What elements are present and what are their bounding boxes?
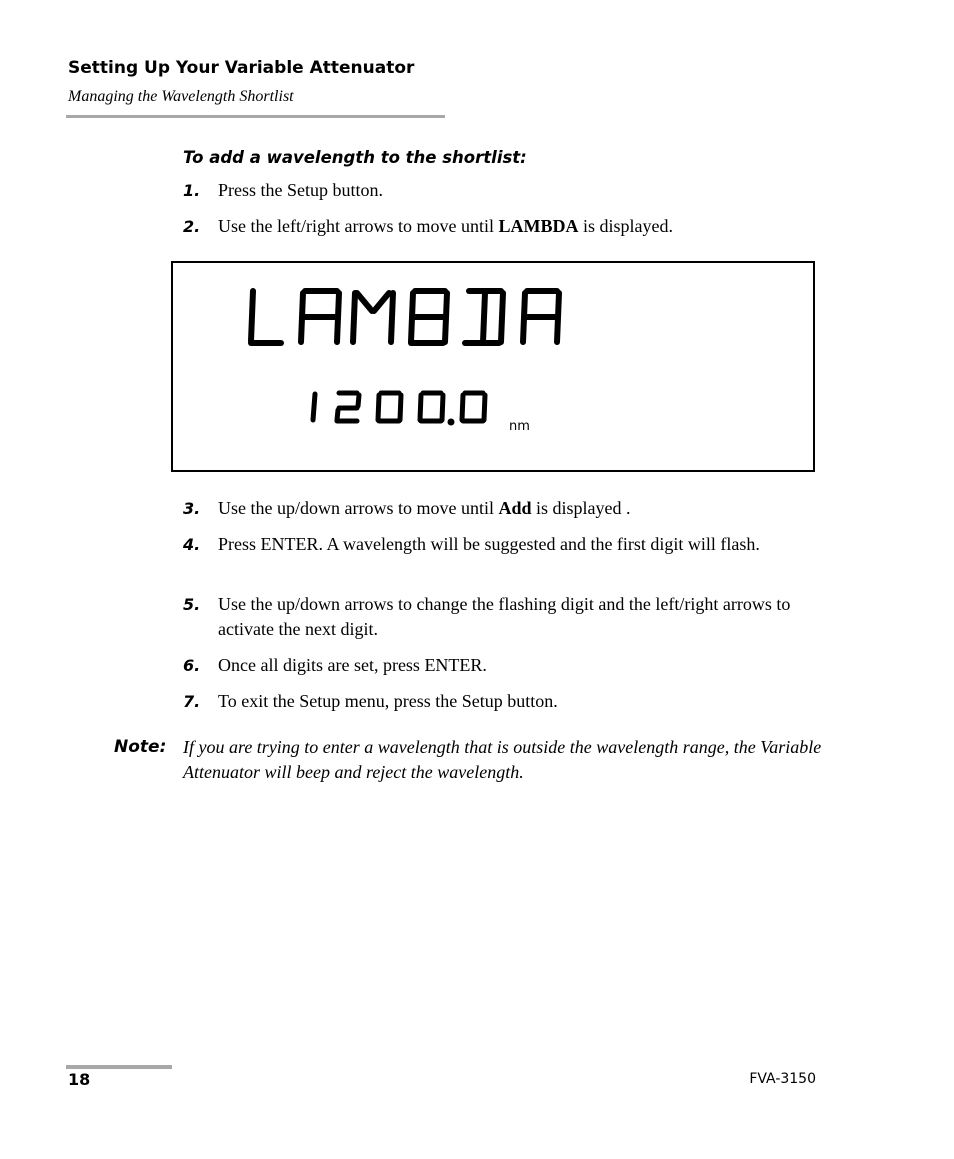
step-text bbox=[218, 496, 823, 521]
step-1 bbox=[183, 178, 823, 203]
lcd-char-M bbox=[353, 293, 393, 342]
step-text-part: is displayed. bbox=[578, 216, 673, 236]
step-4 bbox=[183, 532, 823, 557]
step-number: 4. bbox=[183, 535, 201, 554]
page-number: 18 bbox=[68, 1070, 91, 1089]
step-text: Use the up/down arrows to change the flashing digit and the left/right arrows to activate the next digit. bbox=[218, 594, 791, 639]
lcd-char-B bbox=[411, 291, 447, 343]
step-number: 3. bbox=[183, 499, 201, 518]
step-number: 5. bbox=[183, 595, 201, 614]
step-number: 7. bbox=[183, 692, 201, 711]
chapter-title: Setting Up Your Variable Attenuator bbox=[68, 58, 415, 78]
display-keyword: LAMBDA bbox=[498, 216, 579, 236]
step-5 bbox=[183, 592, 823, 642]
lcd-digit-0 bbox=[462, 393, 485, 421]
display-keyword: Add bbox=[498, 498, 532, 518]
step-text: Once all digits are set, press ENTER. bbox=[218, 655, 487, 675]
lcd-char-L bbox=[251, 291, 281, 343]
step-number: 2. bbox=[183, 217, 201, 236]
lcd-decimal-point bbox=[448, 419, 455, 426]
note-label: Note: bbox=[114, 737, 167, 757]
step-text-part: is displayed . bbox=[531, 498, 631, 518]
note-text: If you are trying to enter a wavelength that is outside the wavelength range, the Variable Attenuator will beep and reject the wavelength. bbox=[183, 737, 822, 782]
lcd-char-A bbox=[301, 291, 339, 342]
lcd-unit-label: nm bbox=[509, 419, 530, 434]
procedure-title: To add a wavelength to the shortlist: bbox=[183, 148, 527, 167]
header-rule bbox=[66, 115, 445, 118]
step-text: Press ENTER. A wavelength will be suggested and the first digit will flash. bbox=[218, 534, 760, 554]
lcd-digit-0 bbox=[378, 393, 401, 421]
lcd-digit-2 bbox=[337, 393, 359, 421]
lcd-char-D bbox=[465, 291, 503, 343]
footer-rule bbox=[66, 1065, 172, 1069]
step-number: 1. bbox=[183, 181, 201, 200]
lcd-char-A bbox=[523, 291, 559, 342]
step-6 bbox=[183, 653, 823, 678]
document-id: FVA-3150 bbox=[749, 1071, 816, 1087]
lcd-digit-1 bbox=[313, 394, 315, 420]
lcd-digit-0 bbox=[420, 393, 443, 421]
step-text bbox=[218, 214, 823, 239]
step-number: 6. bbox=[183, 656, 201, 675]
section-title: Managing the Wavelength Shortlist bbox=[68, 88, 294, 105]
step-text: To exit the Setup menu, press the Setup button. bbox=[218, 691, 558, 711]
step-text-part: Use the up/down arrows to move until bbox=[218, 498, 499, 518]
lcd-display bbox=[171, 261, 815, 472]
step-2 bbox=[183, 214, 823, 239]
step-3 bbox=[183, 496, 823, 521]
step-text-part: Use the left/right arrows to move until bbox=[218, 216, 499, 236]
step-7 bbox=[183, 689, 823, 714]
step-text: Press the Setup button. bbox=[218, 180, 383, 200]
